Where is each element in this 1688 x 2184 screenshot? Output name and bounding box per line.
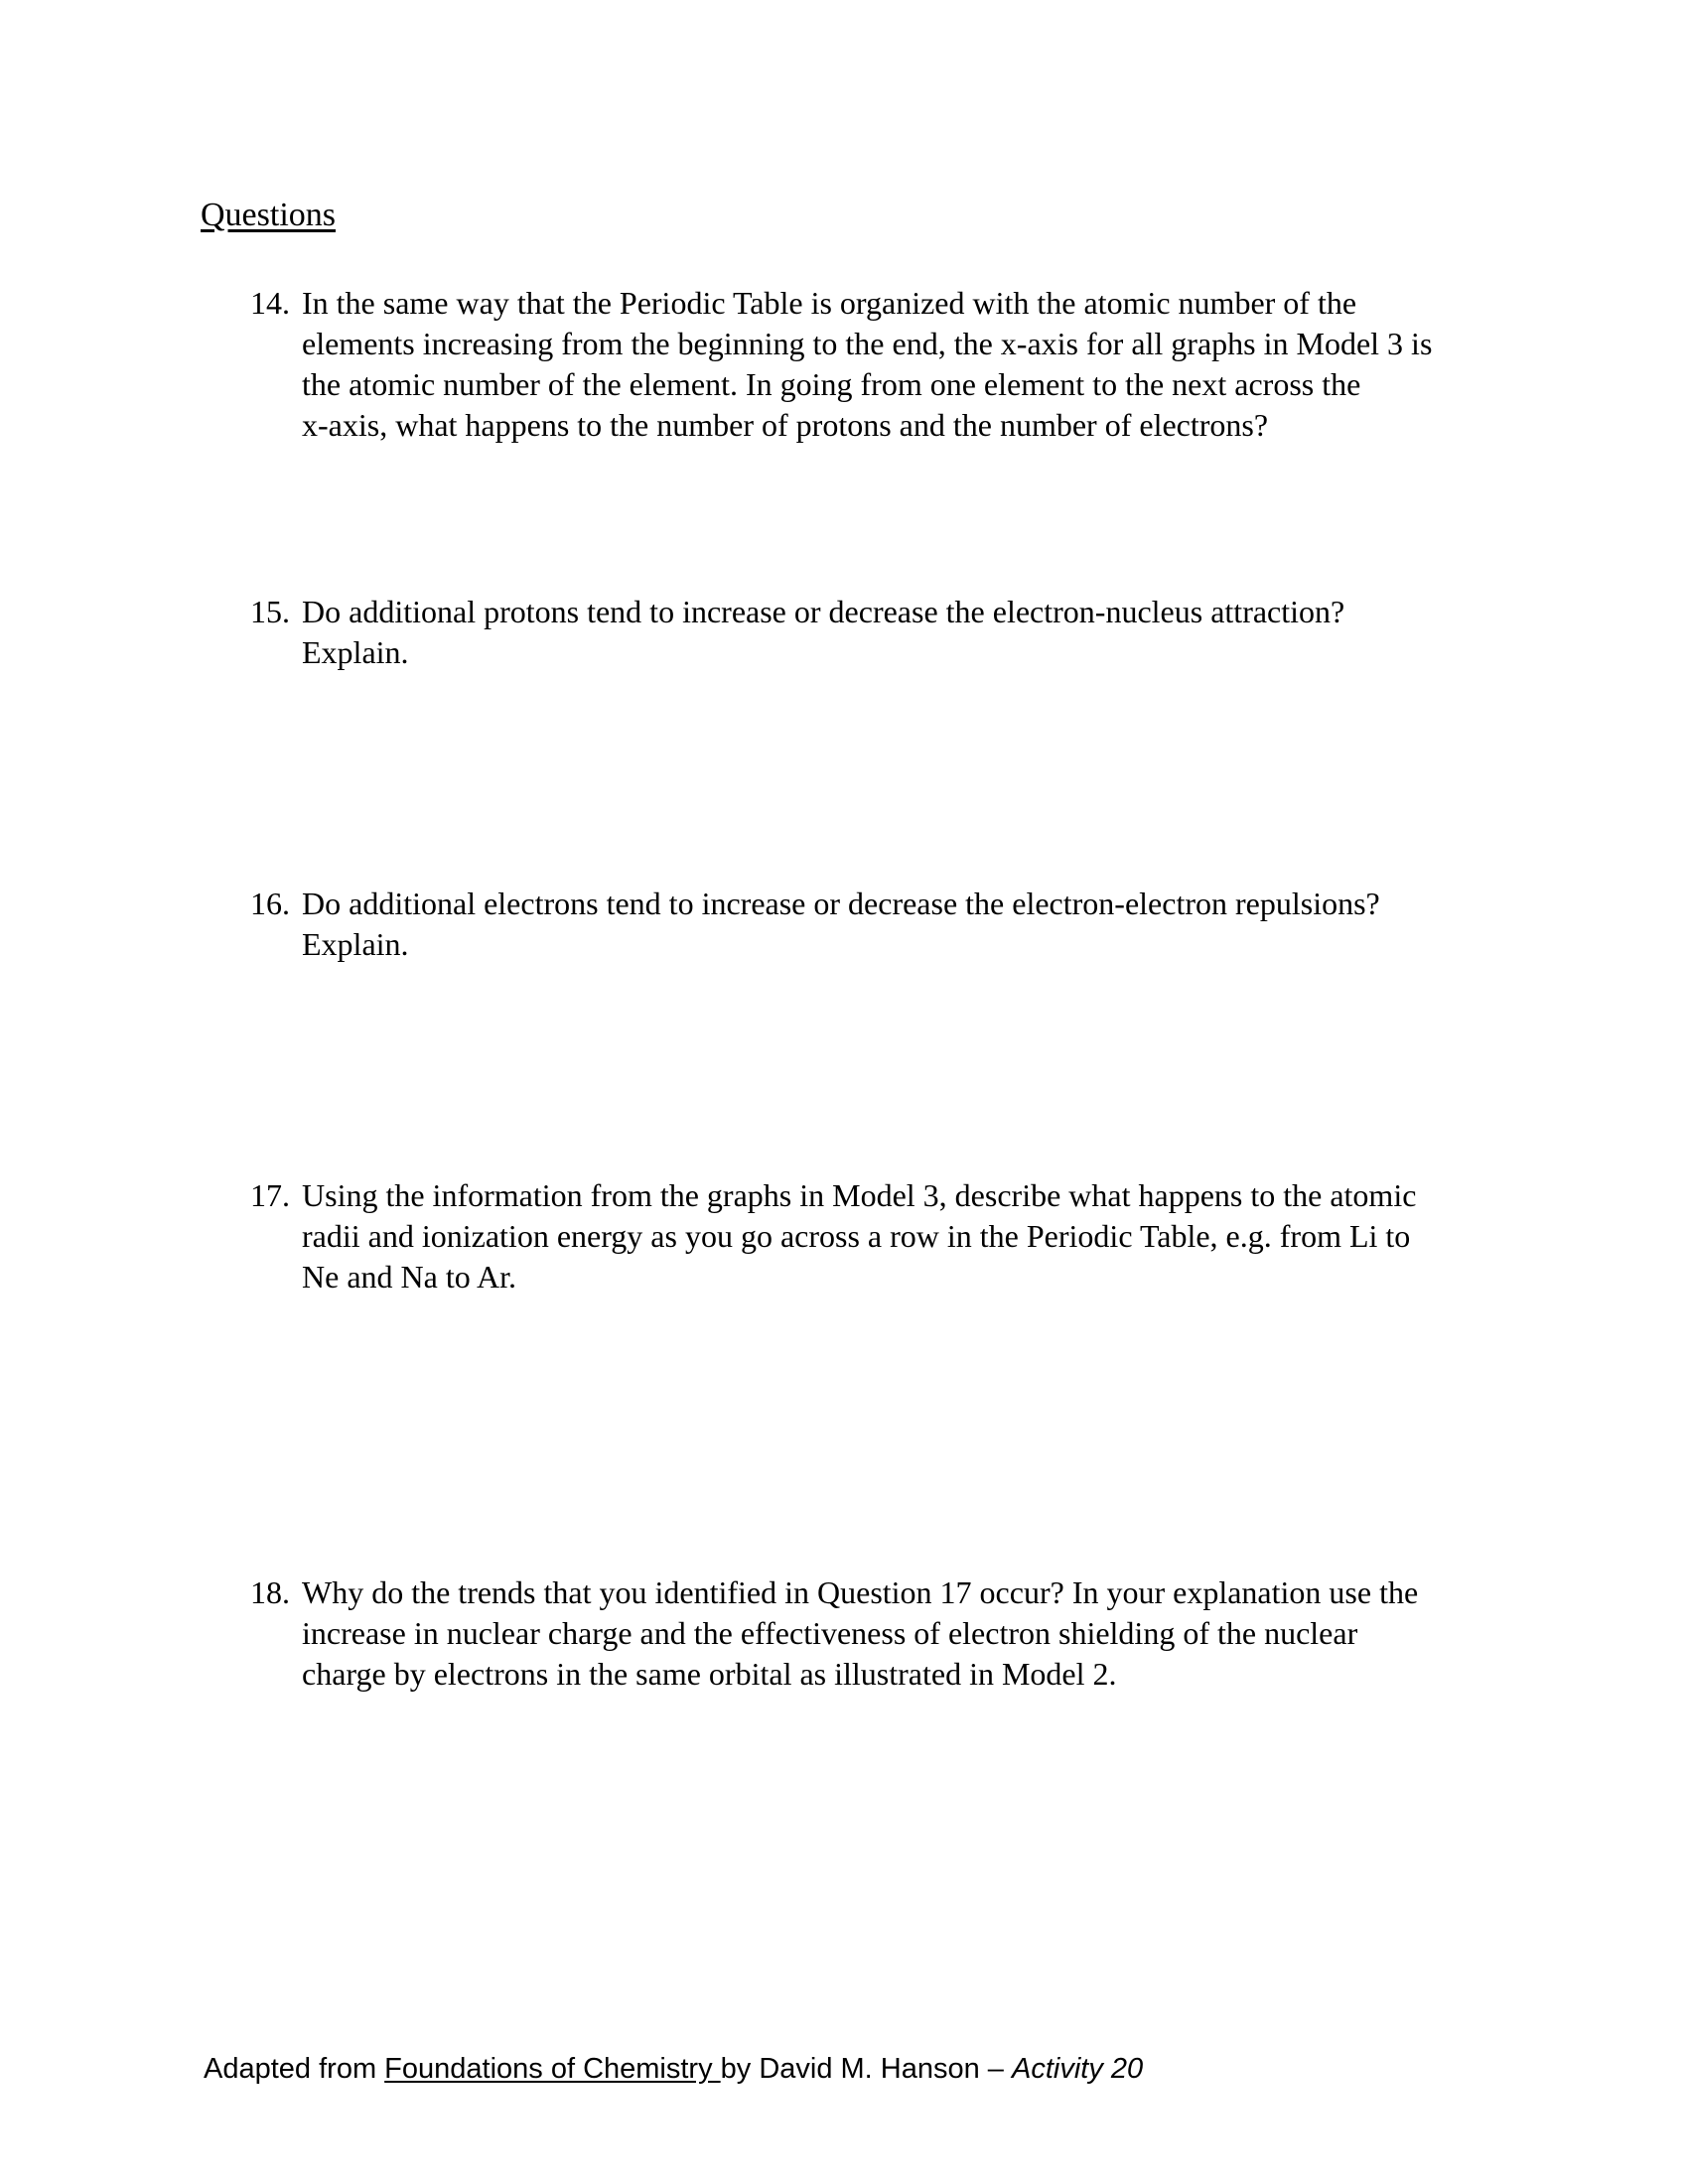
question-text: Do additional protons tend to increase or decrease the electron-nucleus attraction? Explain.	[302, 594, 1345, 670]
question-number: 14.	[250, 285, 290, 321]
page-title: Questions	[201, 197, 336, 233]
question-17	[250, 1175, 1511, 1297]
question-number: 18.	[250, 1574, 290, 1610]
question-text: Do additional electrons tend to increase or decrease the electron-electron repulsions? Explain.	[302, 886, 1380, 962]
question-14	[250, 283, 1511, 446]
attribution-footer	[204, 2051, 1143, 2087]
question-text: In the same way that the Periodic Table is organized with the atomic number of the elements increasing from the beginning to the end, the x-axis for all graphs in Model 3 is the atomic number of the element. In going from one element to the next across the x-axis, what happens to the number of protons and the number of electrons?	[302, 285, 1433, 443]
question-15	[250, 592, 1511, 673]
footer-book-title: Foundations of Chemistry	[384, 2053, 721, 2085]
footer-author: by David M. Hanson –	[720, 2053, 1012, 2085]
question-text: Using the information from the graphs in Model 3, describe what happens to the atomic radii and ionization energy as you go across a row in the Periodic Table, e.g. from Li to Ne and Na to Ar.	[302, 1177, 1417, 1295]
question-number: 15.	[250, 594, 290, 629]
question-18	[250, 1572, 1511, 1695]
question-text: Why do the trends that you identified in Question 17 occur? In your explanation use the increase in nuclear charge and the effectiveness of electron shielding of the nuclear charge by electrons in the same orbital as illustrated in Model 2.	[302, 1574, 1419, 1692]
footer-prefix: Adapted from	[204, 2053, 385, 2085]
question-number: 16.	[250, 886, 290, 921]
question-number: 17.	[250, 1177, 290, 1213]
footer-activity: Activity 20	[1012, 2053, 1144, 2085]
question-16	[250, 884, 1511, 965]
